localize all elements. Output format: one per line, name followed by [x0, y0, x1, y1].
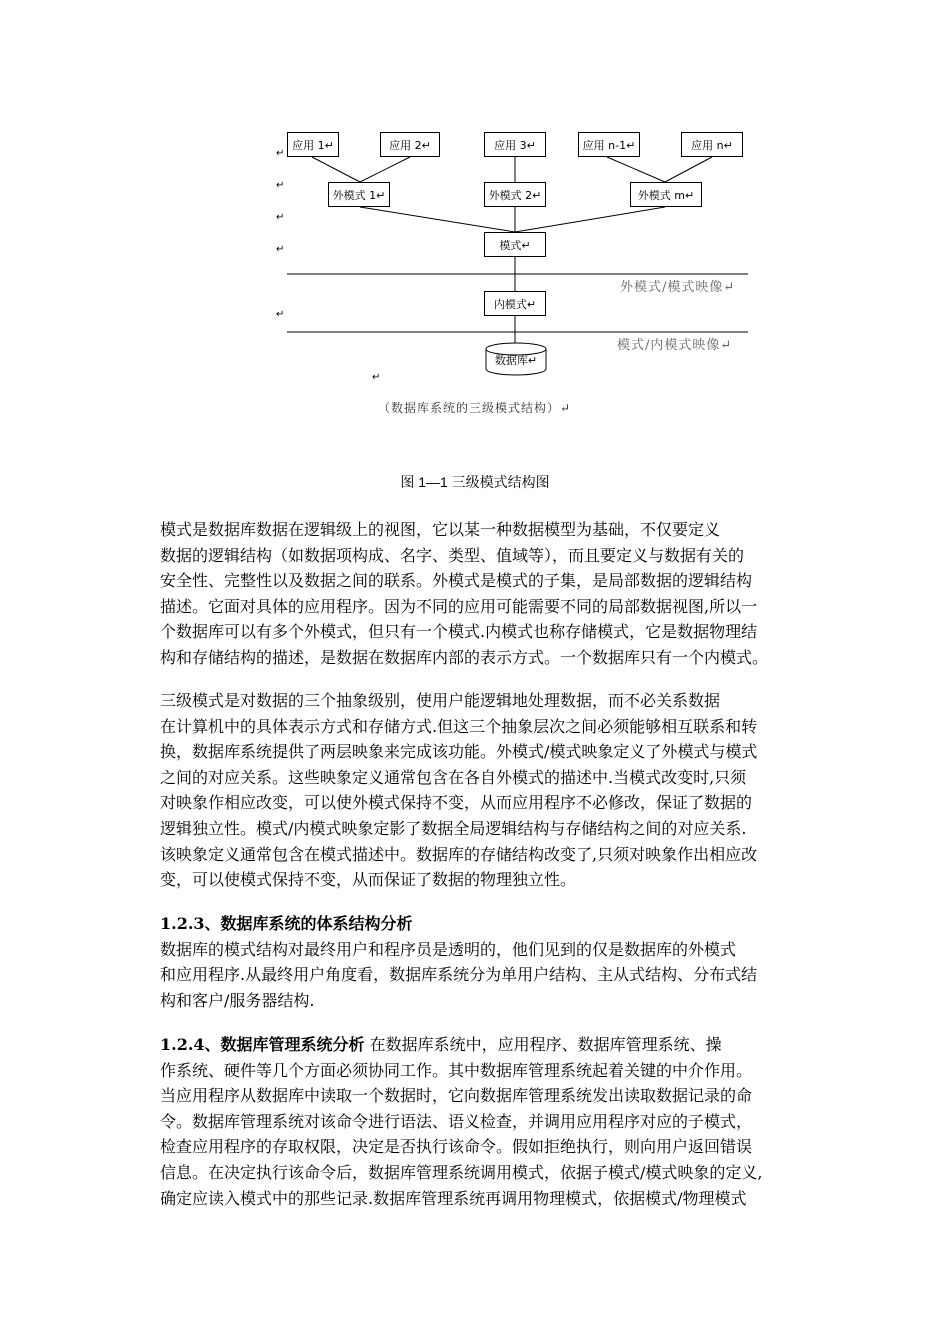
section-architecture [160, 911, 880, 1013]
external-schema-box-m: 外模式 m↵ [630, 182, 702, 207]
paragraph-three-level-schema [160, 688, 880, 893]
text-line: 数据库的模式结构对最终用户和程序员是透明的，他们见到的仅是数据库的外模式 [160, 939, 737, 959]
return-mark: ↵ [276, 309, 285, 320]
database-label: 数据库↵ [494, 354, 538, 367]
text-line: 模式是数据库数据在逻辑级上的视图，它以某一种数据模型为基础，不仅要定义 [160, 520, 721, 539]
text-line: 之间的对应关系。这些映象定义通常包含在各自外模式的描述中.当模式改变时,只须 [160, 767, 747, 787]
diagram-caption: （数据库系统的三级模式结构）↵ [378, 401, 572, 415]
text-line: 确定应读入模式中的那些记录.数据库管理系统再调用物理模式，依据模式/物理模式 [160, 1188, 747, 1208]
text-line: 变，可以使模式保持不变，从而保证了数据的物理独立性。 [160, 870, 577, 890]
paragraph-schema-definition [160, 517, 880, 671]
text-line: 信息。在决定执行该命令后，数据库管理系统调用模式，依据子模式/模式映象的定义, [160, 1162, 763, 1182]
external-schema-mapping-label: 外模式/模式映像↵ [620, 280, 736, 295]
text-line: 构和存储结构的描述，是数据在数据库内部的表示方式。一个数据库只有一个内模式。 [160, 647, 769, 667]
figure-caption: 图 1—1 三级模式结构图 [400, 474, 550, 490]
schema-box: 模式↵ [484, 232, 546, 257]
text-line: 三级模式是对数据的三个抽象级别，使用户能逻辑地处理数据，而不必关系数据 [160, 691, 721, 710]
return-mark: ↵ [276, 148, 285, 159]
section-heading: 1.2.3、数据库系统的体系结构分析 [160, 914, 413, 933]
text-line: 个数据库可以有多个外模式，但只有一个模式.内模式也称存储模式，它是数据物理结 [160, 622, 758, 642]
text-line: 该映象定义通常包含在模式描述中。数据库的存储结构改变了,只须对映象作出相应改 [160, 844, 758, 864]
text-line: 换，数据库系统提供了两层映象来完成该功能。外模式/模式映象定义了外模式与模式 [160, 742, 758, 762]
text-line: 和应用程序.从最终用户角度看，数据库系统分为单用户结构、主从式结构、分布式结 [160, 965, 758, 985]
text-line: 检查应用程序的存取权限，决定是否执行该命令。假如拒绝执行，则向用户返回错误 [160, 1137, 753, 1157]
text-line: 对映象作相应改变，可以使外模式保持不变，从而应用程序不必修改，保证了数据的 [160, 793, 753, 813]
external-schema-box-1: 外模式 1↵ [328, 182, 390, 207]
text-line: 构和客户/服务器结构. [160, 990, 315, 1010]
internal-schema-box: 内模式↵ [484, 291, 546, 316]
return-mark: ↵ [372, 372, 381, 383]
text-line [160, 1032, 880, 1058]
text-line: 数据的逻辑结构（如数据项构成、名字、类型、值域等），而且要定义与数据有关的 [160, 545, 745, 565]
text-line: 作系统、硬件等几个方面必须协同工作。其中数据库管理系统起着关键的中介作用。 [160, 1060, 753, 1080]
app-box-2: 应用 2↵ [380, 132, 440, 157]
text-line: 安全性、完整性以及数据之间的联系。外模式是模式的子集，是局部数据的逻辑结构 [160, 571, 753, 591]
return-mark: ↵ [276, 180, 285, 191]
text-line: 当应用程序从数据库中读取一个数据时，它向数据库管理系统发出读取数据记录的命 [160, 1086, 753, 1106]
app-box-1: 应用 1↵ [287, 132, 339, 157]
schema-internal-mapping-label: 模式/内模式映像↵ [617, 338, 733, 353]
app-box-3: 应用 3↵ [484, 132, 546, 157]
text-run: 在数据库系统中，应用程序、数据库管理系统、操 [364, 1035, 722, 1054]
return-mark: ↵ [276, 244, 285, 255]
three-level-schema-diagram [0, 0, 950, 470]
app-box-n-1: 应用 n-1↵ [578, 132, 640, 157]
section-dbms [160, 1032, 880, 1211]
text-line: 描述。它面对具体的应用程序。因为不同的应用可能需要不同的局部数据视图,所以一 [160, 596, 758, 616]
text-line: 令。数据库管理系统对该命令进行语法、语义检查，并调用应用程序对应的子模式， [160, 1111, 753, 1131]
text-line: 逻辑独立性。模式/内模式映象定影了数据全局逻辑结构与存储结构之间的对应关系. [160, 818, 747, 838]
app-box-n: 应用 n↵ [681, 132, 743, 157]
text-line: 在计算机中的具体表示方式和存储方式.但这三个抽象层次之间必须能够相互联系和转 [160, 716, 758, 736]
section-heading: 1.2.4、数据库管理系统分析 [160, 1035, 365, 1054]
external-schema-box-2: 外模式 2↵ [484, 182, 546, 207]
return-mark: ↵ [276, 212, 285, 223]
